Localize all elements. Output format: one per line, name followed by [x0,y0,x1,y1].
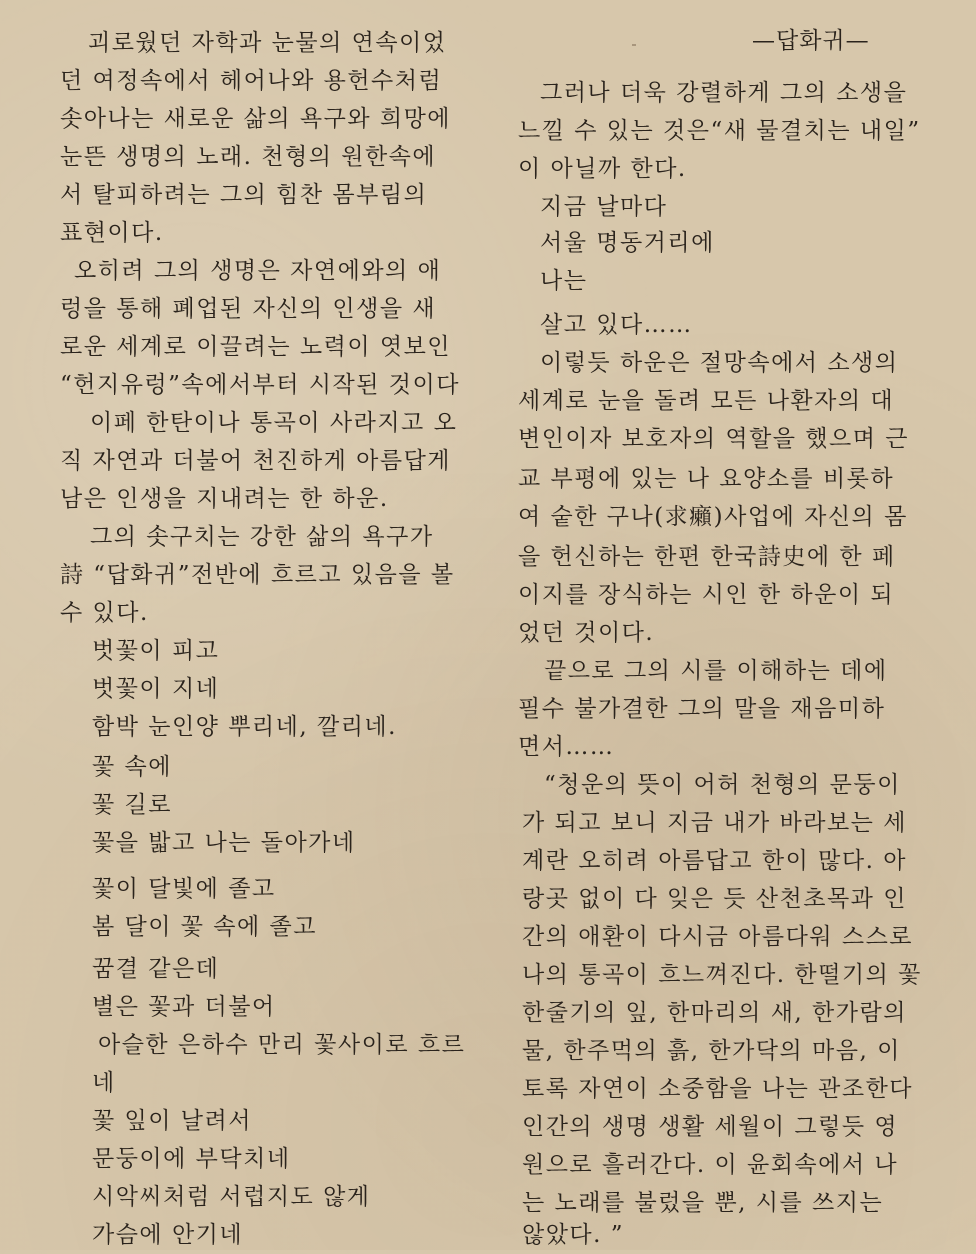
text-line: 그의 솟구치는 강한 삶의 욕구가 [90,524,434,550]
text-line: 던 여정속에서 헤어나와 용헌수처럼 [60,68,443,94]
text-line: 詩 “답화귀”전반에 흐르고 있음을 볼 [60,562,455,588]
text-line: 인간의 생명 생활 세월이 그렇듯 영 [522,1114,899,1140]
text-line: 꽃 잎이 날려서 [92,1108,252,1134]
text-line: 그러나 더욱 강렬하게 그의 소생을 [540,80,908,106]
right-column [518,0,932,1250]
text-line: “청운의 뜻이 어허 천형의 문둥이 [544,772,901,798]
text-line: 서 탈피하려는 그의 힘찬 몸부림의 [60,182,428,208]
text-line: 필수 불가결한 그의 말을 재음미하 [518,696,886,722]
text-line: 느낄 수 있는 것은“새 물결치는 내일” [518,118,921,144]
text-line: 나는 [540,268,588,294]
text-line: 수 있다. [60,600,149,626]
text-line: 을 헌신하는 한편 한국詩史에 한 페 [518,544,896,570]
text-line: 는 노래를 불렀을 뿐, 시를 쓰지는 [522,1190,884,1216]
text-line: 별은 꽃과 더불어 [92,994,276,1020]
text-line: 면서…… [518,734,615,760]
text-line: 간의 애환이 다시금 아름다워 스스로 [522,924,914,950]
text-line: 벗꽃이 피고 [92,638,220,664]
text-line: 이페 한탄이나 통곡이 사라지고 오 [90,410,458,436]
text-line: 한줄기의 잎, 한마리의 새, 한가람의 [522,1000,907,1026]
text-line: 지금 날마다 [540,194,668,220]
text-line: 벗꽃이 지네 [92,676,220,702]
text-line: 가슴에 안기네 [92,1222,244,1248]
text-line: 네 [92,1070,116,1096]
text-line: 꽃 속에 [92,754,172,780]
text-line: 살고 있다…… [540,312,693,338]
text-line: 로운 세계로 이끌려는 노력이 엿보인 [60,334,452,360]
text-line: 토록 자연이 소중함을 나는 관조한다 [522,1076,914,1102]
text-line: “헌지유렁”속에서부터 시작된 것이다 [60,372,460,398]
text-line: 솟아나는 새로운 삶의 욕구와 희망에 [60,106,452,132]
text-line: 꽃을 밟고 나는 돌아가네 [92,830,356,856]
text-line: 함박 눈인양 뿌리네, 깔리네. [92,714,397,740]
text-line: 여 숱한 구나(求癩)사업에 자신의 몸 [518,504,908,530]
text-line: 괴로웠던 자학과 눈물의 연속이었 [88,30,447,56]
text-line: 계란 오히려 아름답고 한이 많다. 아 [522,848,907,874]
text-line: 변인이자 보호자의 역할을 했으며 근 [518,426,910,452]
text-line: 않았다. ” [522,1222,625,1248]
text-line: 직 자연과 더불어 천진하게 아름답게 [60,448,452,474]
text-line: 원으로 흘러간다. 이 윤회속에서 나 [522,1152,899,1178]
text-line: 랑곳 없이 다 잊은 듯 산천초목과 인 [522,886,907,912]
text-line: 꽃이 달빛에 졸고 [92,876,276,902]
text-line: 끝으로 그의 시를 이해하는 데에 [544,658,888,684]
text-line: 문둥이에 부닥치네 [92,1146,291,1172]
text-line: 오히려 그의 생명은 자연에와의 애 [74,258,442,284]
text-line: 이지를 장식하는 시인 한 하운이 되 [518,582,895,608]
text-line: 시악씨처럼 서럽지도 않게 [92,1184,371,1210]
left-column [60,0,480,1250]
text-line: 렁을 통해 폐업된 자신의 인생을 새 [60,296,437,322]
text-line: 남은 인생을 지내려는 한 하운. [60,486,389,512]
text-line: 가 되고 보니 지금 내가 바라보는 세 [522,810,907,836]
text-line: 표현이다. [60,220,164,246]
text-line: 꽃 길로 [92,792,172,818]
text-line: 었던 것이다. [518,620,655,646]
text-line: 물, 한주먹의 흙, 한가닥의 마음, 이 [522,1038,901,1064]
text-line: 나의 통곡이 흐느껴진다. 한떨기의 꽃 [522,962,922,988]
text-line: 꿈결 같은데 [92,956,220,982]
text-line: 봄 달이 꽃 속에 졸고 [92,914,317,940]
text-line: 교 부평에 있는 나 요양소를 비롯하 [518,466,895,492]
text-line: 이 아닐까 한다. [518,156,687,182]
text-line: 이렇듯 하운은 절망속에서 소생의 [540,350,899,376]
running-header: —답화귀— [752,28,870,54]
text-line: 눈뜬 생명의 노래. 천형의 원한속에 [60,144,437,170]
text-line: 서울 명동거리에 [540,230,715,256]
text-line: 세계로 눈을 돌려 모든 나환자의 대 [518,388,895,414]
text-line: 아슬한 은하수 만리 꽃사이로 흐르 [98,1032,466,1058]
